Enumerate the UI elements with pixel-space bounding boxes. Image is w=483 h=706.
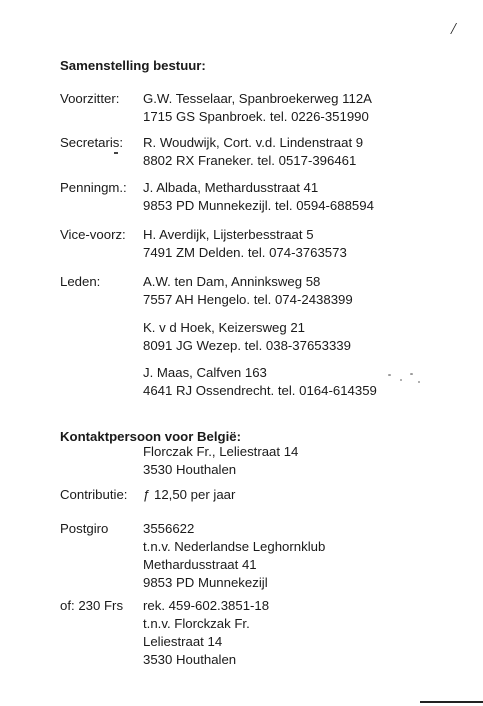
member-address-line: 9853 PD Munnekezijl. tel. 0594-688594 (143, 198, 374, 213)
role-label-leden: Leden: (60, 274, 101, 289)
member-lid-2 (143, 319, 351, 355)
member-address-line: 8091 JG Wezep. tel. 038-37653339 (143, 338, 351, 353)
contact-address-line: 3530 Houthalen (143, 462, 237, 477)
role-label-voorzitter: Voorzitter: (60, 91, 120, 106)
member-secretaris (143, 134, 363, 170)
scan-speck (400, 379, 402, 381)
postgiro-city: 9853 PD Munnekezijl (143, 575, 268, 590)
contact-name-line: Florczak Fr., Leliestraat 14 (143, 444, 299, 459)
member-voorzitter (143, 90, 372, 126)
member-name-line: K. v d Hoek, Keizersweg 21 (143, 320, 305, 335)
board-heading: Samenstelling bestuur: (60, 58, 206, 73)
member-lid-3 (143, 364, 377, 400)
member-address-line: 7491 ZM Delden. tel. 074-3763573 (143, 245, 347, 260)
postgiro-details (143, 520, 325, 592)
postgiro-holder: t.n.v. Nederlandse Leghornklub (143, 539, 326, 554)
member-name-line: G.W. Tesselaar, Spanbroekerweg 112A (143, 91, 372, 106)
belgian-account-label: of: 230 Frs (60, 598, 124, 613)
scan-speck (388, 374, 391, 376)
scan-speck (410, 373, 413, 375)
postgiro-street: Methardusstraat 41 (143, 557, 257, 572)
belgium-heading: Kontaktpersoon voor België: (60, 429, 241, 444)
member-address-line: 4641 RJ Ossendrecht. tel. 0164-614359 (143, 383, 377, 398)
role-label-secretaris: Secretaris: (60, 135, 124, 150)
member-name-line: R. Woudwijk, Cort. v.d. Lindenstraat 9 (143, 135, 364, 150)
member-lid-1 (143, 273, 353, 309)
member-penningmeester (143, 179, 374, 215)
account-street: Leliestraat 14 (143, 634, 223, 649)
bottom-rule (420, 701, 483, 703)
role-label-vice-voorzitter: Vice-voorz: (60, 227, 126, 242)
member-vice-voorzitter (143, 226, 347, 262)
scan-speck (418, 381, 420, 383)
belgium-contact (143, 443, 298, 479)
member-address-line: 7557 AH Hengelo. tel. 074-2438399 (143, 292, 353, 307)
contributie-label: Contributie: (60, 487, 128, 502)
member-name-line: J. Albada, Methardusstraat 41 (143, 180, 319, 195)
contributie-value: ƒ 12,50 per jaar (143, 487, 236, 502)
ink-mark (114, 152, 118, 154)
page-mark: / (451, 19, 456, 38)
account-number: rek. 459-602.3851-18 (143, 598, 270, 613)
belgian-account-details (143, 597, 269, 669)
role-label-penningmeester: Penningm.: (60, 180, 127, 195)
member-address-line: 8802 RX Franeker. tel. 0517-396461 (143, 153, 357, 168)
member-name-line: J. Maas, Calfven 163 (143, 365, 267, 380)
member-name-line: A.W. ten Dam, Anninksweg 58 (143, 274, 321, 289)
member-name-line: H. Averdijk, Lijsterbesstraat 5 (143, 227, 314, 242)
account-city: 3530 Houthalen (143, 652, 237, 667)
postgiro-label: Postgiro (60, 521, 109, 536)
member-address-line: 1715 GS Spanbroek. tel. 0226-351990 (143, 109, 369, 124)
postgiro-number: 3556622 (143, 521, 195, 536)
account-holder: t.n.v. Florckzak Fr. (143, 616, 250, 631)
